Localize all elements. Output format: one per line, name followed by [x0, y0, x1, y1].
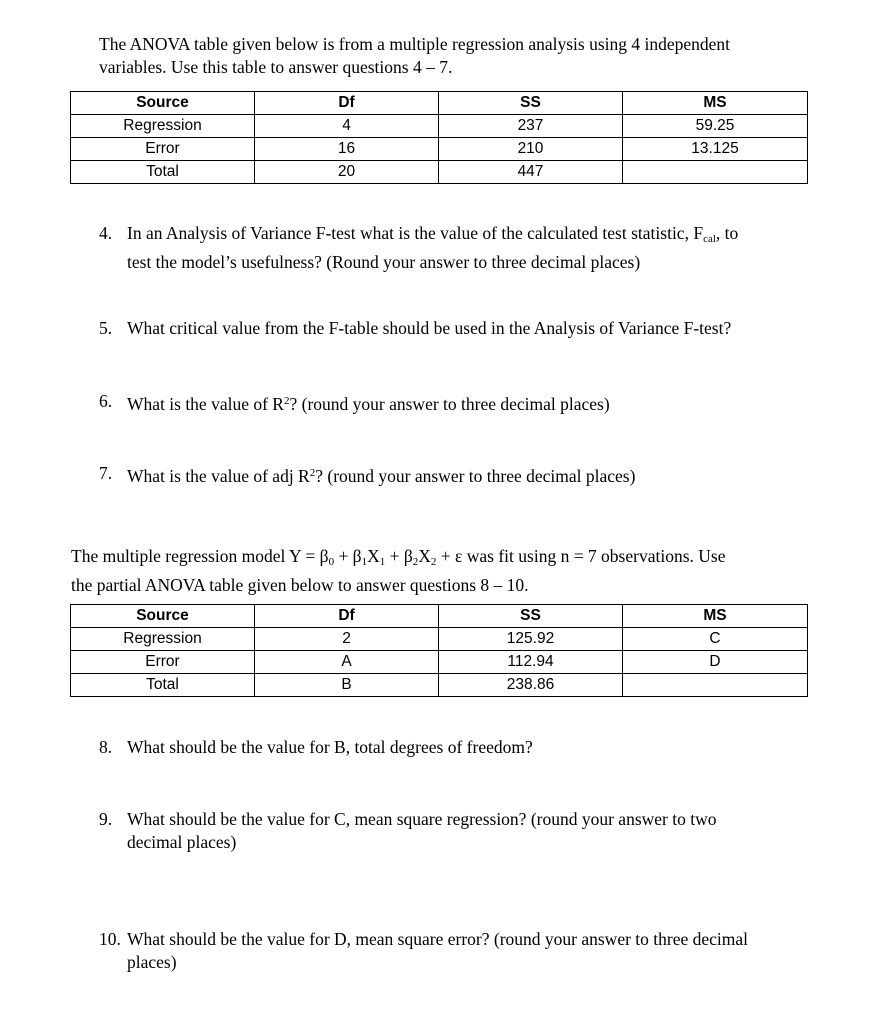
header-ms: MS: [623, 92, 808, 115]
question-text: [127, 222, 817, 274]
subscript-1: 1: [361, 556, 368, 568]
header-df: Df: [255, 92, 439, 115]
cell-ss: 447: [439, 161, 623, 184]
question-line: places): [127, 952, 177, 972]
table-row: [71, 628, 808, 651]
model-text: The multiple regression model Y = β: [71, 546, 329, 566]
model-text: X: [418, 546, 431, 566]
question-6: [99, 390, 819, 414]
subscript-cal: cal: [703, 233, 716, 245]
question-text: [127, 390, 610, 416]
cell-ss: 125.92: [439, 628, 623, 651]
intro-line-2: the partial ANOVA table given below to answer questions 8 – 10.: [71, 575, 529, 595]
question-text: [127, 808, 817, 854]
cell-ss: 112.94: [439, 651, 623, 674]
question-9: [99, 808, 819, 856]
question-text-part: ? (round your answer to three decimal places): [315, 466, 636, 486]
question-number: 4.: [99, 223, 113, 243]
cell-ss: 238.86: [439, 674, 623, 697]
header-ms: MS: [623, 605, 808, 628]
table-row: [71, 651, 808, 674]
question-number: 8.: [99, 737, 113, 757]
cell-ss: 210: [439, 138, 623, 161]
cell-ms: [623, 674, 808, 697]
anova-table-2: [70, 604, 808, 697]
subscript-2: 2: [412, 556, 419, 568]
cell-ms: 59.25: [623, 115, 808, 138]
question-line: test the model’s usefulness? (Round your answer to three decimal places): [127, 252, 641, 272]
question-line: decimal places): [127, 832, 237, 852]
cell-ms: D: [623, 651, 808, 674]
cell-df: A: [255, 651, 439, 674]
header-df: Df: [255, 605, 439, 628]
intro-paragraph-2: [71, 545, 831, 597]
question-4: [99, 222, 819, 270]
table-row: [71, 161, 808, 184]
cell-source: Error: [71, 138, 255, 161]
anova-table-1: [70, 91, 808, 184]
question-text-part: ? (round your answer to three decimal places): [289, 394, 610, 414]
cell-ms: C: [623, 628, 808, 651]
cell-df: B: [255, 674, 439, 697]
table-row: [71, 115, 808, 138]
question-text-part: What is the value of adj R: [127, 466, 310, 486]
question-number: 6.: [99, 391, 113, 411]
question-7: [99, 462, 819, 486]
superscript-2: 2: [283, 395, 290, 407]
question-text: [127, 462, 635, 488]
intro-line-1: The ANOVA table given below is from a multiple regression analysis using 4 independent: [99, 34, 731, 54]
cell-source: Regression: [71, 628, 255, 651]
cell-ss: 237: [439, 115, 623, 138]
question-line: [127, 222, 817, 251]
intro-paragraph-1: [99, 33, 819, 79]
question-5: [99, 317, 819, 341]
table-row: [71, 138, 808, 161]
question-text-part: , to: [715, 223, 739, 243]
cell-df: 4: [255, 115, 439, 138]
subscript-2: 2: [430, 556, 437, 568]
question-text-part: What is the value of R: [127, 394, 284, 414]
model-equation-line: [71, 545, 831, 574]
intro-line-2: variables. Use this table to answer questions 4 – 7.: [99, 57, 453, 77]
table-row: [71, 674, 808, 697]
question-text: What critical value from the F-table should be used in the Analysis of Variance F-test?: [127, 318, 732, 338]
superscript-2: 2: [309, 467, 316, 479]
question-line: What should be the value for D, mean square error? (round your answer to three decimal: [127, 929, 749, 949]
cell-source: Regression: [71, 115, 255, 138]
model-text: X: [367, 546, 380, 566]
question-line: What should be the value for C, mean square regression? (round your answer to two: [127, 809, 717, 829]
model-text: + β: [334, 546, 362, 566]
question-number: 7.: [99, 463, 113, 483]
table-header-row: [71, 92, 808, 115]
cell-df: 16: [255, 138, 439, 161]
question-text: What should be the value for B, total degrees of freedom?: [127, 737, 533, 757]
model-text: + ε was fit using n = 7 observations. Use: [436, 546, 726, 566]
header-source: Source: [71, 92, 255, 115]
question-8: [99, 736, 819, 760]
question-number: 9.: [99, 809, 113, 829]
header-ss: SS: [439, 605, 623, 628]
cell-ms: 13.125: [623, 138, 808, 161]
cell-ms: [623, 161, 808, 184]
question-text: [127, 928, 827, 974]
question-number: 5.: [99, 318, 113, 338]
question-number: 10.: [99, 929, 121, 949]
subscript-1: 1: [379, 556, 386, 568]
header-source: Source: [71, 605, 255, 628]
cell-df: 2: [255, 628, 439, 651]
question-text-part: In an Analysis of Variance F-test what is the value of the calculated test statistic, F: [127, 223, 704, 243]
model-text: + β: [385, 546, 413, 566]
cell-source: Total: [71, 161, 255, 184]
subscript-0: 0: [328, 556, 335, 568]
cell-df: 20: [255, 161, 439, 184]
question-10: [99, 928, 819, 976]
cell-source: Error: [71, 651, 255, 674]
cell-source: Total: [71, 674, 255, 697]
table-header-row: [71, 605, 808, 628]
header-ss: SS: [439, 92, 623, 115]
